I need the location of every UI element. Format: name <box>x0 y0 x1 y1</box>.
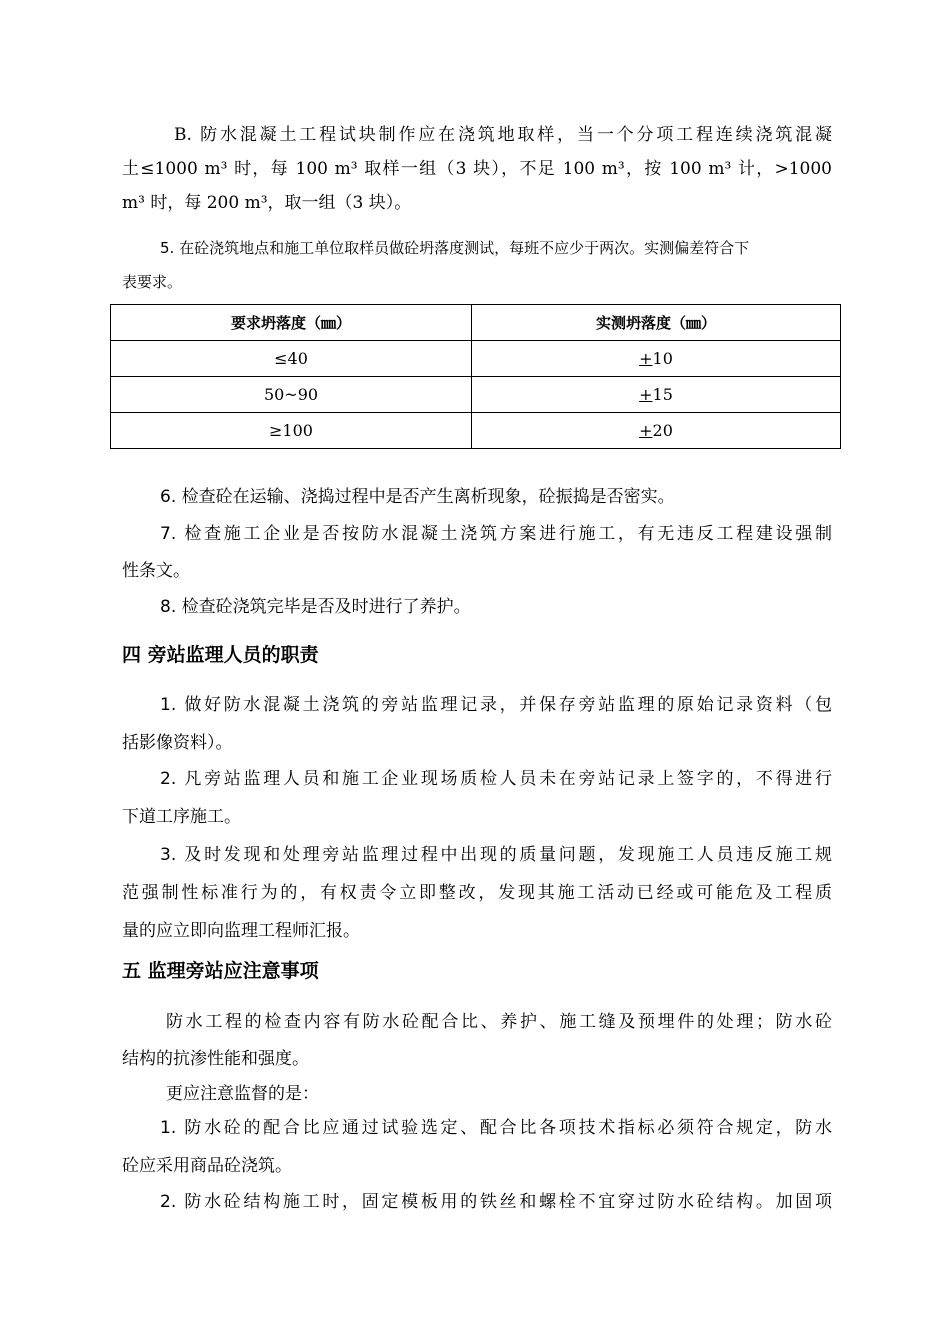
table-row <box>111 377 841 413</box>
intro-line-2: 结构的抗渗性能和强度。 <box>122 1049 309 1069</box>
item-7-paragraph <box>122 517 832 588</box>
item-7-line-1 <box>122 517 832 551</box>
section-5-heading: 五 监理旁站应注意事项 <box>122 960 319 982</box>
item-7-number: 7. <box>160 524 177 544</box>
item-7-line-2: 性条文。 <box>122 561 190 581</box>
measured-value: 15 <box>652 385 673 404</box>
duty-2-number: 2. <box>160 769 177 789</box>
attention-line: 更应注意监督的是： <box>166 1084 319 1104</box>
note-2-number: 2. <box>160 1192 177 1212</box>
section-4-heading: 四 旁站监理人员的职责 <box>122 644 319 666</box>
item-5-line-2: 表要求。 <box>122 273 183 291</box>
plus-minus-sign: + <box>639 421 653 440</box>
table-row <box>111 413 841 449</box>
item-5-text: 在砼浇筑地点和施工单位取样员做砼坍落度测试，每班不应少于两次。实测偏差符合下 <box>179 239 750 257</box>
note-1-text: 防水砼的配合比应通过试验选定、配合比各项技术指标必须符合规定，防水 <box>184 1118 832 1138</box>
section-b-line-3: m³ 时，每 200 m³，取一组（3 块）。 <box>122 193 412 213</box>
note-1-line-2: 砼应采用商品砼浇筑。 <box>122 1156 292 1176</box>
duty-1-line-1 <box>122 688 832 722</box>
item-6-paragraph <box>122 480 832 514</box>
item-5-number: 5. <box>160 239 175 257</box>
item-8-line <box>122 590 832 624</box>
plus-minus-sign: + <box>639 385 653 404</box>
item-6-number: 6. <box>160 487 177 507</box>
note-2-line-1 <box>122 1185 832 1219</box>
note-1-number: 1. <box>160 1118 177 1138</box>
note-2-paragraph <box>122 1185 832 1219</box>
required-slump-cell: ≥100 <box>111 413 472 449</box>
table-row <box>111 341 841 377</box>
item-8-number: 8. <box>160 597 177 617</box>
duty-1-line-2: 括影像资料）。 <box>122 733 233 753</box>
item-7-text: 检查施工企业是否按防水混凝土浇筑方案进行施工，有无违反工程建设强制 <box>184 524 832 544</box>
note-2-text: 防水砼结构施工时，固定模板用的铁丝和螺栓不宜穿过防水砼结构。加固项 <box>184 1192 832 1212</box>
measured-slump-header: 实测坍落度（㎜） <box>472 305 841 341</box>
measured-slump-cell <box>472 341 841 377</box>
duty-3-line-2: 范强制性标准行为的，有权责令立即整改，发现其施工活动已经或可能危及工程质 <box>122 883 832 903</box>
measured-slump-cell <box>472 413 841 449</box>
section-b-paragraph <box>122 118 832 220</box>
plus-minus-sign: + <box>639 349 653 368</box>
duty-2-text: 凡旁站监理人员和施工企业现场质检人员未在旁站记录上签字的，不得进行 <box>184 769 832 789</box>
item-8-paragraph <box>122 590 832 624</box>
measured-value: 20 <box>652 421 673 440</box>
table-header-row <box>111 305 841 341</box>
note-1-line-1 <box>122 1111 832 1145</box>
measured-value: 10 <box>652 349 673 368</box>
item-8-text: 检查砼浇筑完毕是否及时进行了养护。 <box>181 597 471 617</box>
duty-1-paragraph <box>122 688 832 760</box>
item-6-text: 检查砼在运输、浇捣过程中是否产生离析现象，砼振捣是否密实。 <box>181 487 675 507</box>
duty-3-number: 3. <box>160 845 177 865</box>
note-1-paragraph <box>122 1111 832 1183</box>
slump-table <box>110 304 841 449</box>
attention-paragraph <box>122 1077 832 1111</box>
duty-1-number: 1. <box>160 695 177 715</box>
section-b-line-2: 土≤1000 m³ 时，每 100 m³ 取样一组（3 块），不足 100 m³，按 100 m³ 计，>1000 <box>122 159 832 179</box>
duty-2-line-1 <box>122 762 832 796</box>
duty-3-line-3: 量的应立即向监理工程师汇报。 <box>122 921 360 941</box>
item-5-line-1 <box>122 231 832 265</box>
item-6-line <box>122 480 832 514</box>
intro-paragraph <box>122 1005 832 1076</box>
intro-line-1: 防水工程的检查内容有防水砼配合比、养护、施工缝及预埋件的处理；防水砼 <box>166 1012 832 1032</box>
duty-3-paragraph <box>122 836 832 950</box>
duty-2-line-2: 下道工序施工。 <box>122 807 241 827</box>
required-slump-cell: ≤40 <box>111 341 472 377</box>
section-b-line-1: B. 防水混凝土工程试块制作应在浇筑地取样，当一个分项工程连续浇筑混凝 <box>174 125 832 145</box>
measured-slump-cell <box>472 377 841 413</box>
duty-1-text: 做好防水混凝土浇筑的旁站监理记录，并保存旁站监理的原始记录资料（包 <box>184 695 832 715</box>
duty-2-paragraph <box>122 762 832 834</box>
duty-3-text: 及时发现和处理旁站监理过程中出现的质量问题，发现施工人员违反施工规 <box>184 845 832 865</box>
required-slump-header: 要求坍落度（㎜） <box>111 305 472 341</box>
duty-3-line-1 <box>122 836 832 874</box>
item-5-paragraph <box>122 231 832 299</box>
required-slump-cell: 50~90 <box>111 377 472 413</box>
